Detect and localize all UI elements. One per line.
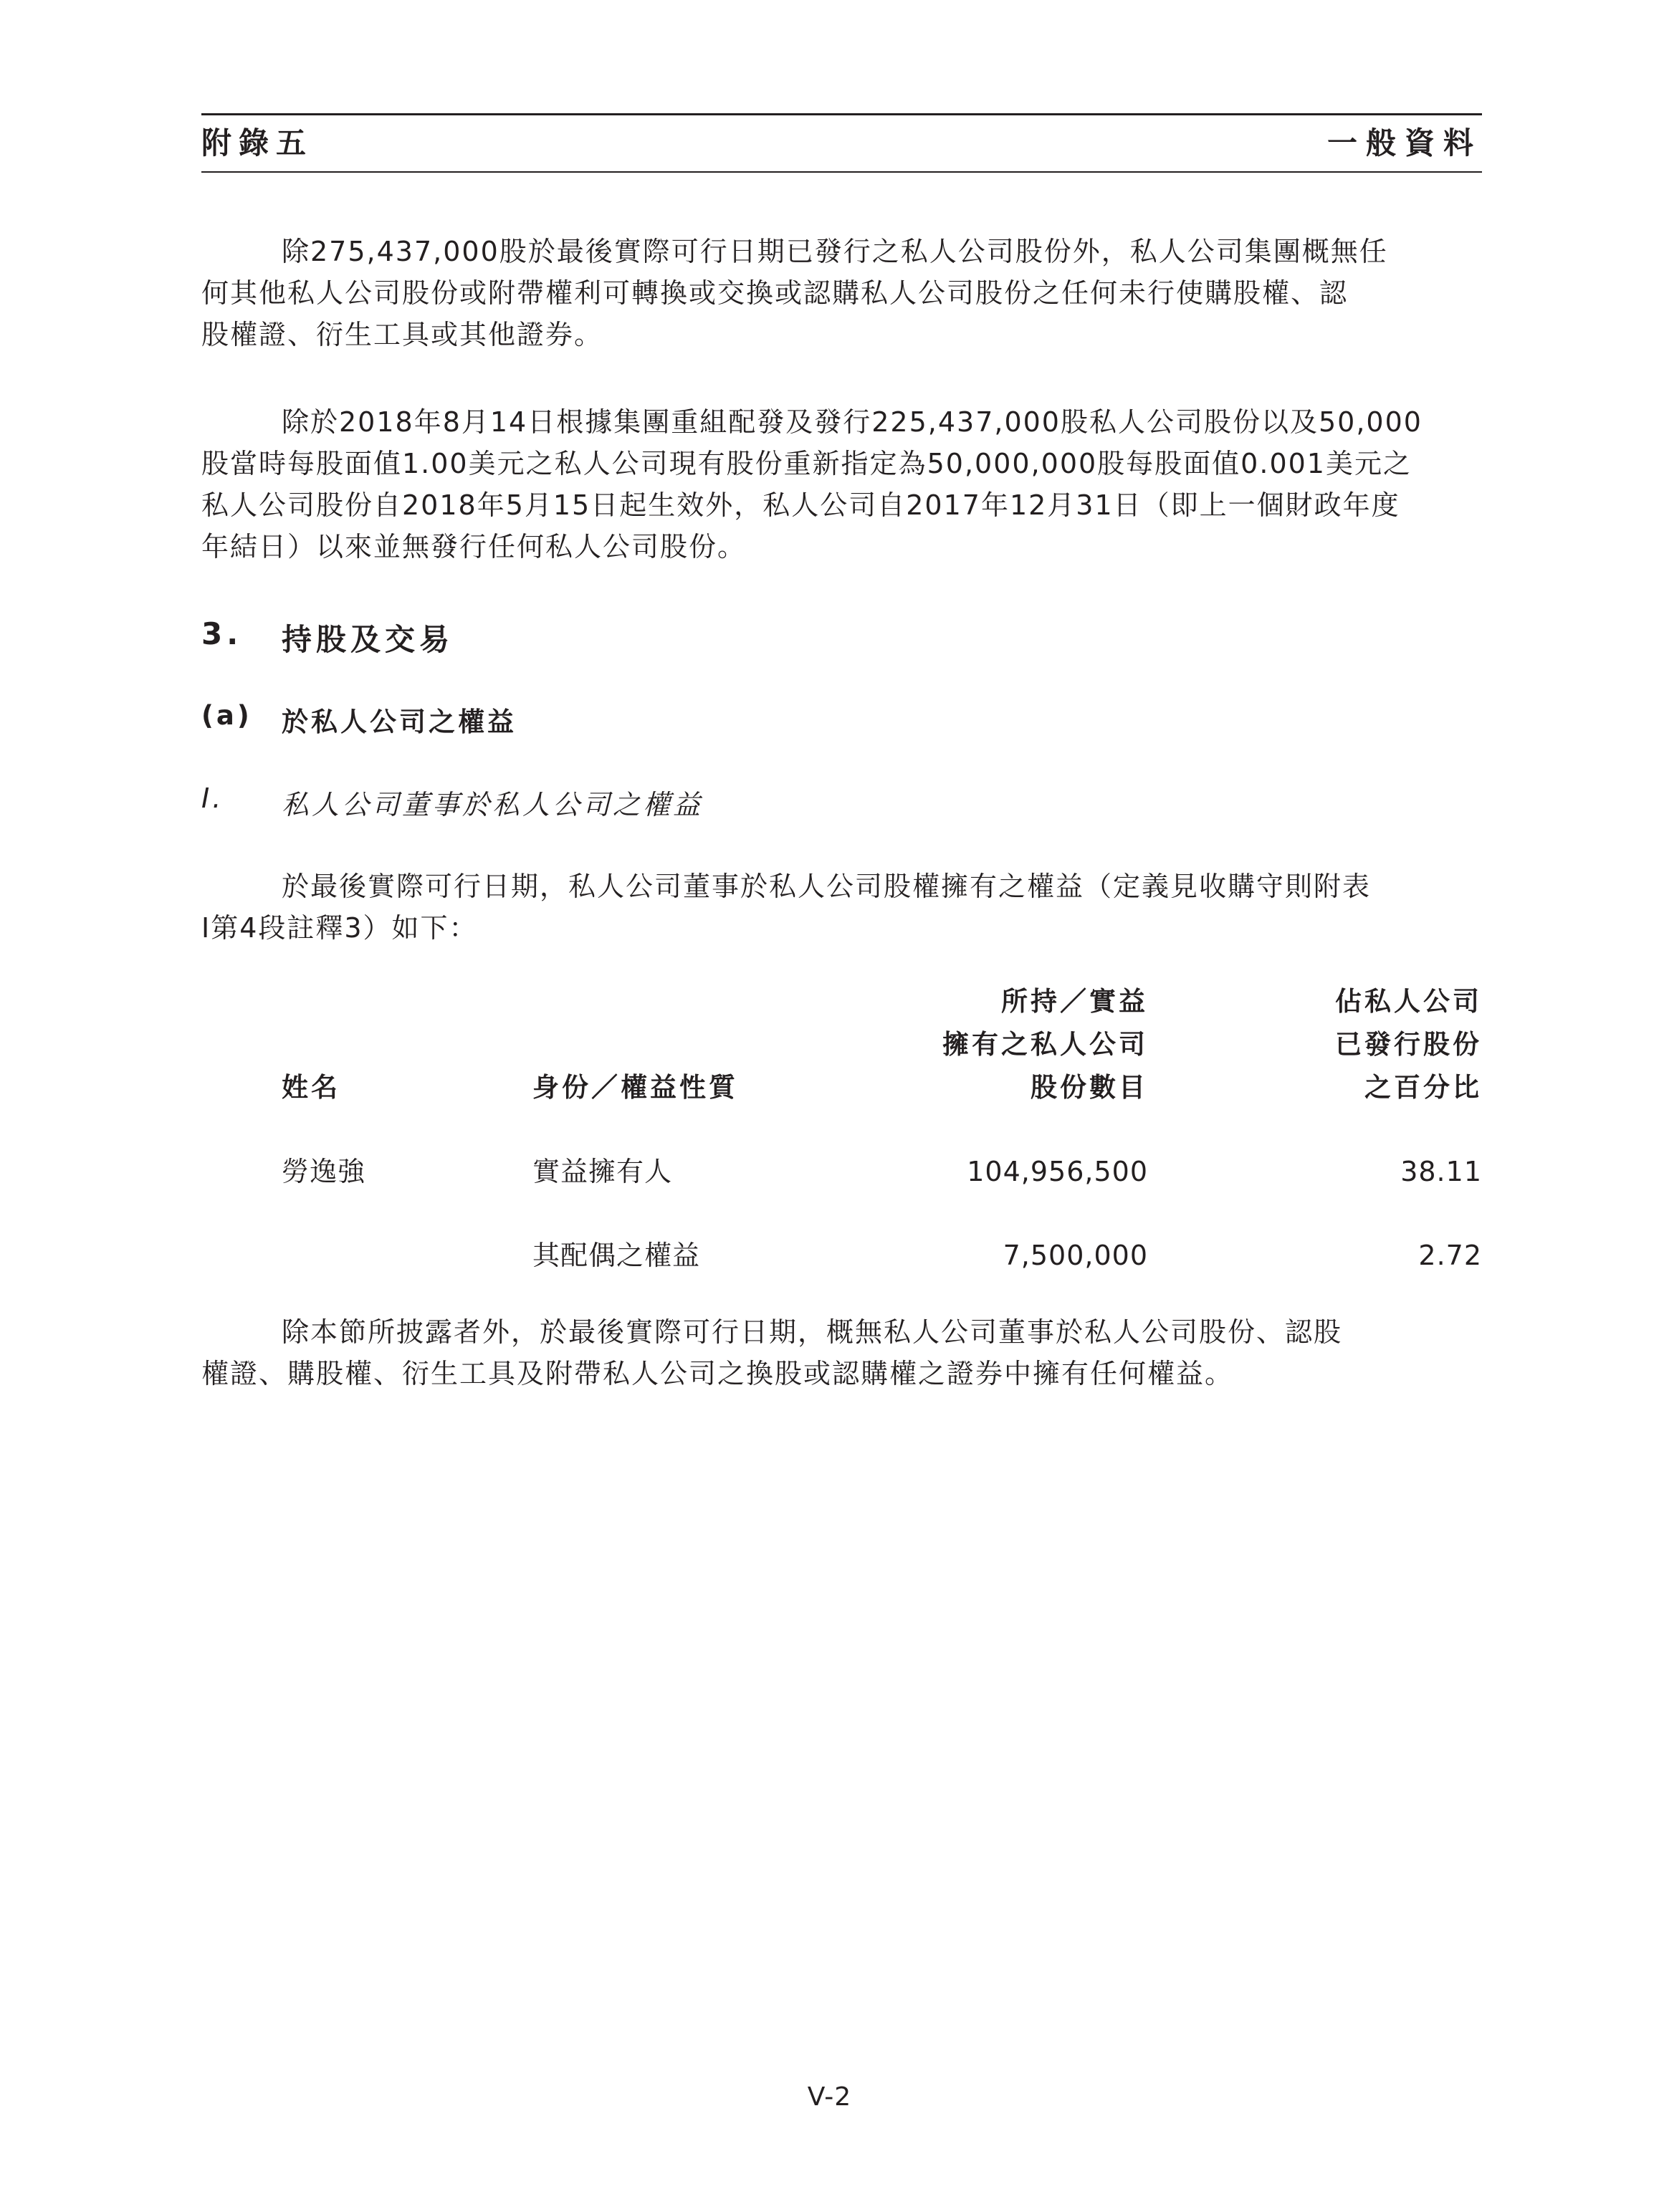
paragraph-directors-interests xyxy=(201,866,1482,949)
header-bottom-rule xyxy=(201,171,1482,173)
text-line: 何其他私人公司股份或附帶權利可轉換或交換或認購私人公司股份之任何未行使購股權、認 xyxy=(201,277,1349,309)
paragraph-no-other-interests xyxy=(201,1311,1482,1394)
table-header-shares xyxy=(942,980,1148,1109)
appendix-title: 附錄五 xyxy=(201,125,314,161)
section-number: 3. xyxy=(201,616,243,651)
header-top-rule xyxy=(201,113,1482,115)
subsubsection-label: I. xyxy=(201,782,224,814)
table-header-name: 姓名 xyxy=(282,1072,340,1103)
table-header-shares-line: 擁有之私人公司 xyxy=(942,1029,1148,1060)
table-header-capacity: 身份／權益性質 xyxy=(532,1072,738,1103)
text-line: 權證、購股權、衍生工具及附帶私人公司之換股或認購權之證券中擁有任何權益。 xyxy=(201,1358,1234,1389)
text-line: 年結日）以來並無發行任何私人公司股份。 xyxy=(201,531,747,562)
table-header-percent xyxy=(1335,980,1482,1109)
table-header-percent-line: 已發行股份 xyxy=(1335,1029,1482,1060)
paragraph-reorganisation xyxy=(201,401,1482,568)
page-number: V-2 xyxy=(807,2082,852,2112)
table-cell-percent: 38.11 xyxy=(1400,1156,1482,1187)
text-line: 私人公司股份自2018年5月15日起生效外，私人公司自2017年12月31日（即上一個財政年度 xyxy=(201,489,1400,521)
text-line: 股當時每股面值1.00美元之私人公司現有股份重新指定為50,000,000股每股面值0.001美元之 xyxy=(201,448,1412,479)
paragraph-issued-shares xyxy=(201,231,1482,355)
table-header-percent-line: 佔私人公司 xyxy=(1335,986,1482,1017)
table-cell-capacity: 其配偶之權益 xyxy=(532,1240,701,1271)
subsection-label: (a) xyxy=(201,700,252,731)
text-line: 除275,437,000股於最後實際可行日期已發行之私人公司股份外，私人公司集團概無任 xyxy=(282,236,1388,267)
table-header-shares-line: 股份數目 xyxy=(1031,1072,1148,1103)
table-cell-capacity: 實益擁有人 xyxy=(532,1156,673,1187)
table-cell-percent: 2.72 xyxy=(1418,1240,1482,1271)
text-line: 股權證、衍生工具或其他證券。 xyxy=(201,319,603,350)
subsubsection-title: 私人公司董事於私人公司之權益 xyxy=(282,789,704,820)
table-cell-shares: 104,956,500 xyxy=(967,1156,1148,1187)
table-cell-shares: 7,500,000 xyxy=(1003,1240,1148,1271)
text-line: I第4段註釋3）如下： xyxy=(201,912,478,944)
table-cell-name: 勞逸強 xyxy=(282,1156,366,1187)
table-header-percent-line: 之百分比 xyxy=(1364,1072,1482,1103)
section-heading-general-information: 一般資料 xyxy=(1326,125,1482,161)
text-line: 除於2018年8月14日根據集團重組配發及發行225,437,000股私人公司股份以及50,000 xyxy=(282,406,1423,438)
section-title: 持股及交易 xyxy=(282,622,454,657)
text-line: 於最後實際可行日期，私人公司董事於私人公司股權擁有之權益（定義見收購守則附表 xyxy=(282,871,1372,902)
table-header-shares-line: 所持／實益 xyxy=(1001,986,1148,1017)
text-line: 除本節所披露者外，於最後實際可行日期，概無私人公司董事於私人公司股份、認股 xyxy=(282,1316,1343,1348)
subsection-title: 於私人公司之權益 xyxy=(282,707,517,737)
